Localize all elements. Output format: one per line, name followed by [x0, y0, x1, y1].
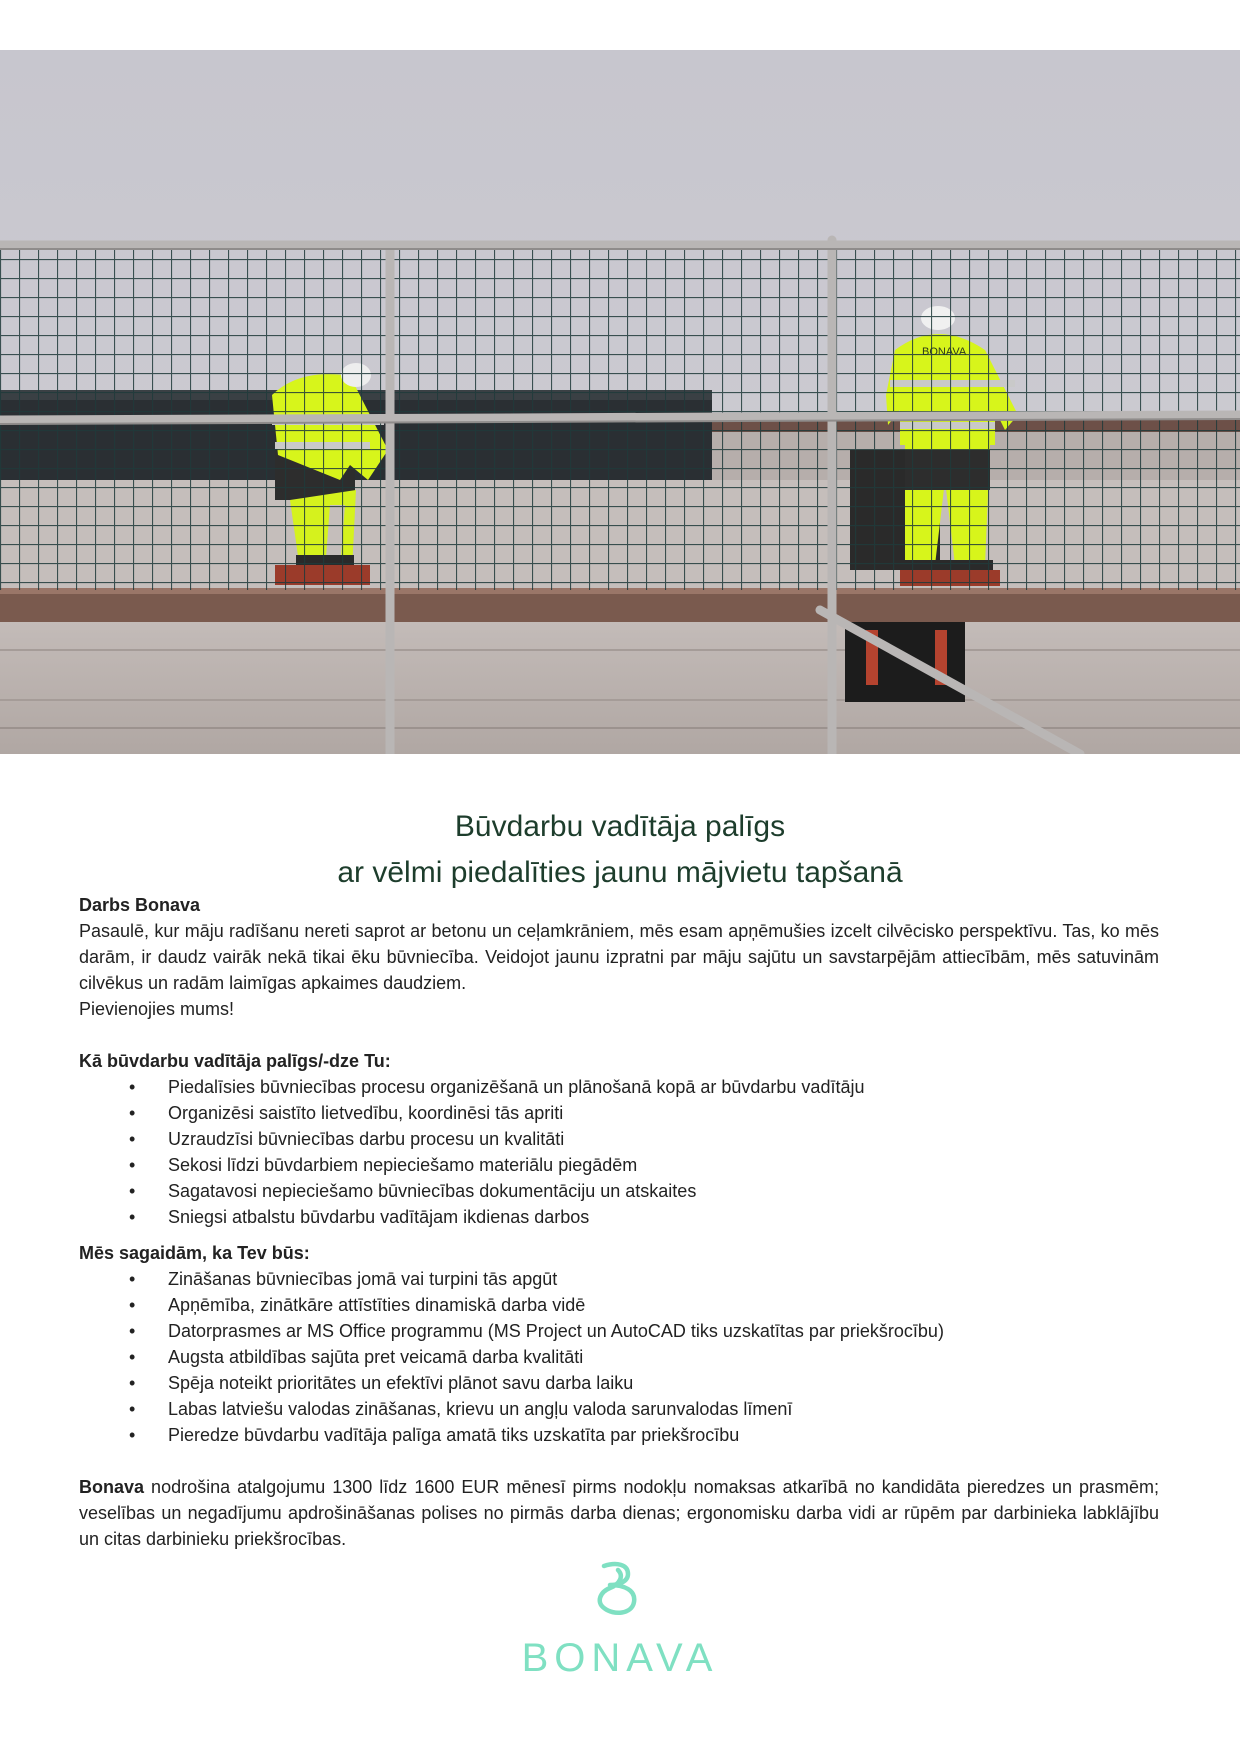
- job-title-line-1: Būvdarbu vadītāja palīgs: [454, 810, 786, 843]
- job-description: [79, 892, 1159, 1552]
- list-item: • Pieredze būvdarbu vadītāja palīga amatā tiks uzskatīta par priekšrocību: [79, 1422, 1159, 1448]
- list-item: • Apņēmība, zinātkāre attīstīties dinamiskā darba vidē: [79, 1292, 1159, 1318]
- list-item: • Datorprasmes ar MS Office programmu (MS Project un AutoCAD tiks uzskatītas par priekšrocību): [79, 1318, 1159, 1344]
- list-item: • Sekosi līdzi būvdarbiem nepieciešamo materiālu piegādēm: [79, 1152, 1159, 1178]
- offer-paragraph: [79, 1474, 1159, 1552]
- list-item: • Sniegsi atbalstu būvdarbu vadītājam ikdienas darbos: [79, 1204, 1159, 1230]
- list-item: • Organizēsi saistīto lietvedību, koordinēsi tās apriti: [79, 1100, 1159, 1126]
- bonava-wordmark: BONAVA: [521, 1636, 719, 1680]
- list-item: • Augsta atbildības sajūta pret veicamā darba kvalitāti: [79, 1344, 1159, 1370]
- list-item: • Spēja noteikt prioritātes un efektīvi plānot savu darba laiku: [79, 1370, 1159, 1396]
- list-item: • Uzraudzīsi būvniecības darbu procesu un kvalitāti: [79, 1126, 1159, 1152]
- intro-closing: Pievienojies mums!: [79, 999, 235, 1019]
- intro-paragraph: Pasaulē, kur māju radīšanu nereti saprot ar betonu un ceļamkrāniem, mēs esam apņēmušies izcelt cilvēcisko perspektīvu. Tas, ko mēs darām, ir daudz vairāk nekā tikai ēku būvniecība. Veidojot jaunu izpratni par māju sajūtu un savstarpējām attiecībām, mēs satuvinām cilvēkus un radām laimīgas apkaimes daudziem.: [79, 921, 1159, 993]
- offer-text: nodrošina atalgojumu 1300 līdz 1600 EUR mēnesī pirms nodokļu nomaksas atkarībā no kandidāta pieredzes un prasmēm; veselības un negadījumu apdrošināšanas polises no pirmās darba dienas; ergonomisku darba vidi ar rūpēm par darbinieka labklājību un citas darbinieku priekšrocības.: [79, 1477, 1159, 1549]
- hero-photo: [0, 50, 1240, 754]
- requirements-title: Mēs sagaidām, ka Tev būs:: [79, 1243, 310, 1263]
- list-item: • Sagatavosi nepieciešamo būvniecības dokumentāciju un atskaites: [79, 1178, 1159, 1204]
- list-item: • Piedalīsies būvniecības procesu organizēšanā un plānošanā kopā ar būvdarbu vadītāju: [79, 1074, 1159, 1100]
- intro-heading: Darbs Bonava: [79, 895, 201, 915]
- offer-company: Bonava: [79, 1477, 145, 1497]
- construction-workers-photo: [0, 50, 1240, 754]
- duties-list: [79, 1074, 1159, 1230]
- job-title: [0, 804, 1240, 896]
- requirements-list: [79, 1266, 1159, 1448]
- duties-title: Kā būvdarbu vadītāja palīgs/-dze Tu:: [79, 1051, 391, 1071]
- list-item: • Zināšanas būvniecības jomā vai turpini tās apgūt: [79, 1266, 1159, 1292]
- bonava-logo: [0, 1558, 1240, 1681]
- list-item: • Labas latviešu valodas zināšanas, krievu un angļu valoda sarunvalodas līmenī: [79, 1396, 1159, 1422]
- bonava-b-icon: [590, 1558, 650, 1618]
- job-title-line-2: ar vēlmi piedalīties jaunu mājvietu tapšanā: [337, 856, 903, 889]
